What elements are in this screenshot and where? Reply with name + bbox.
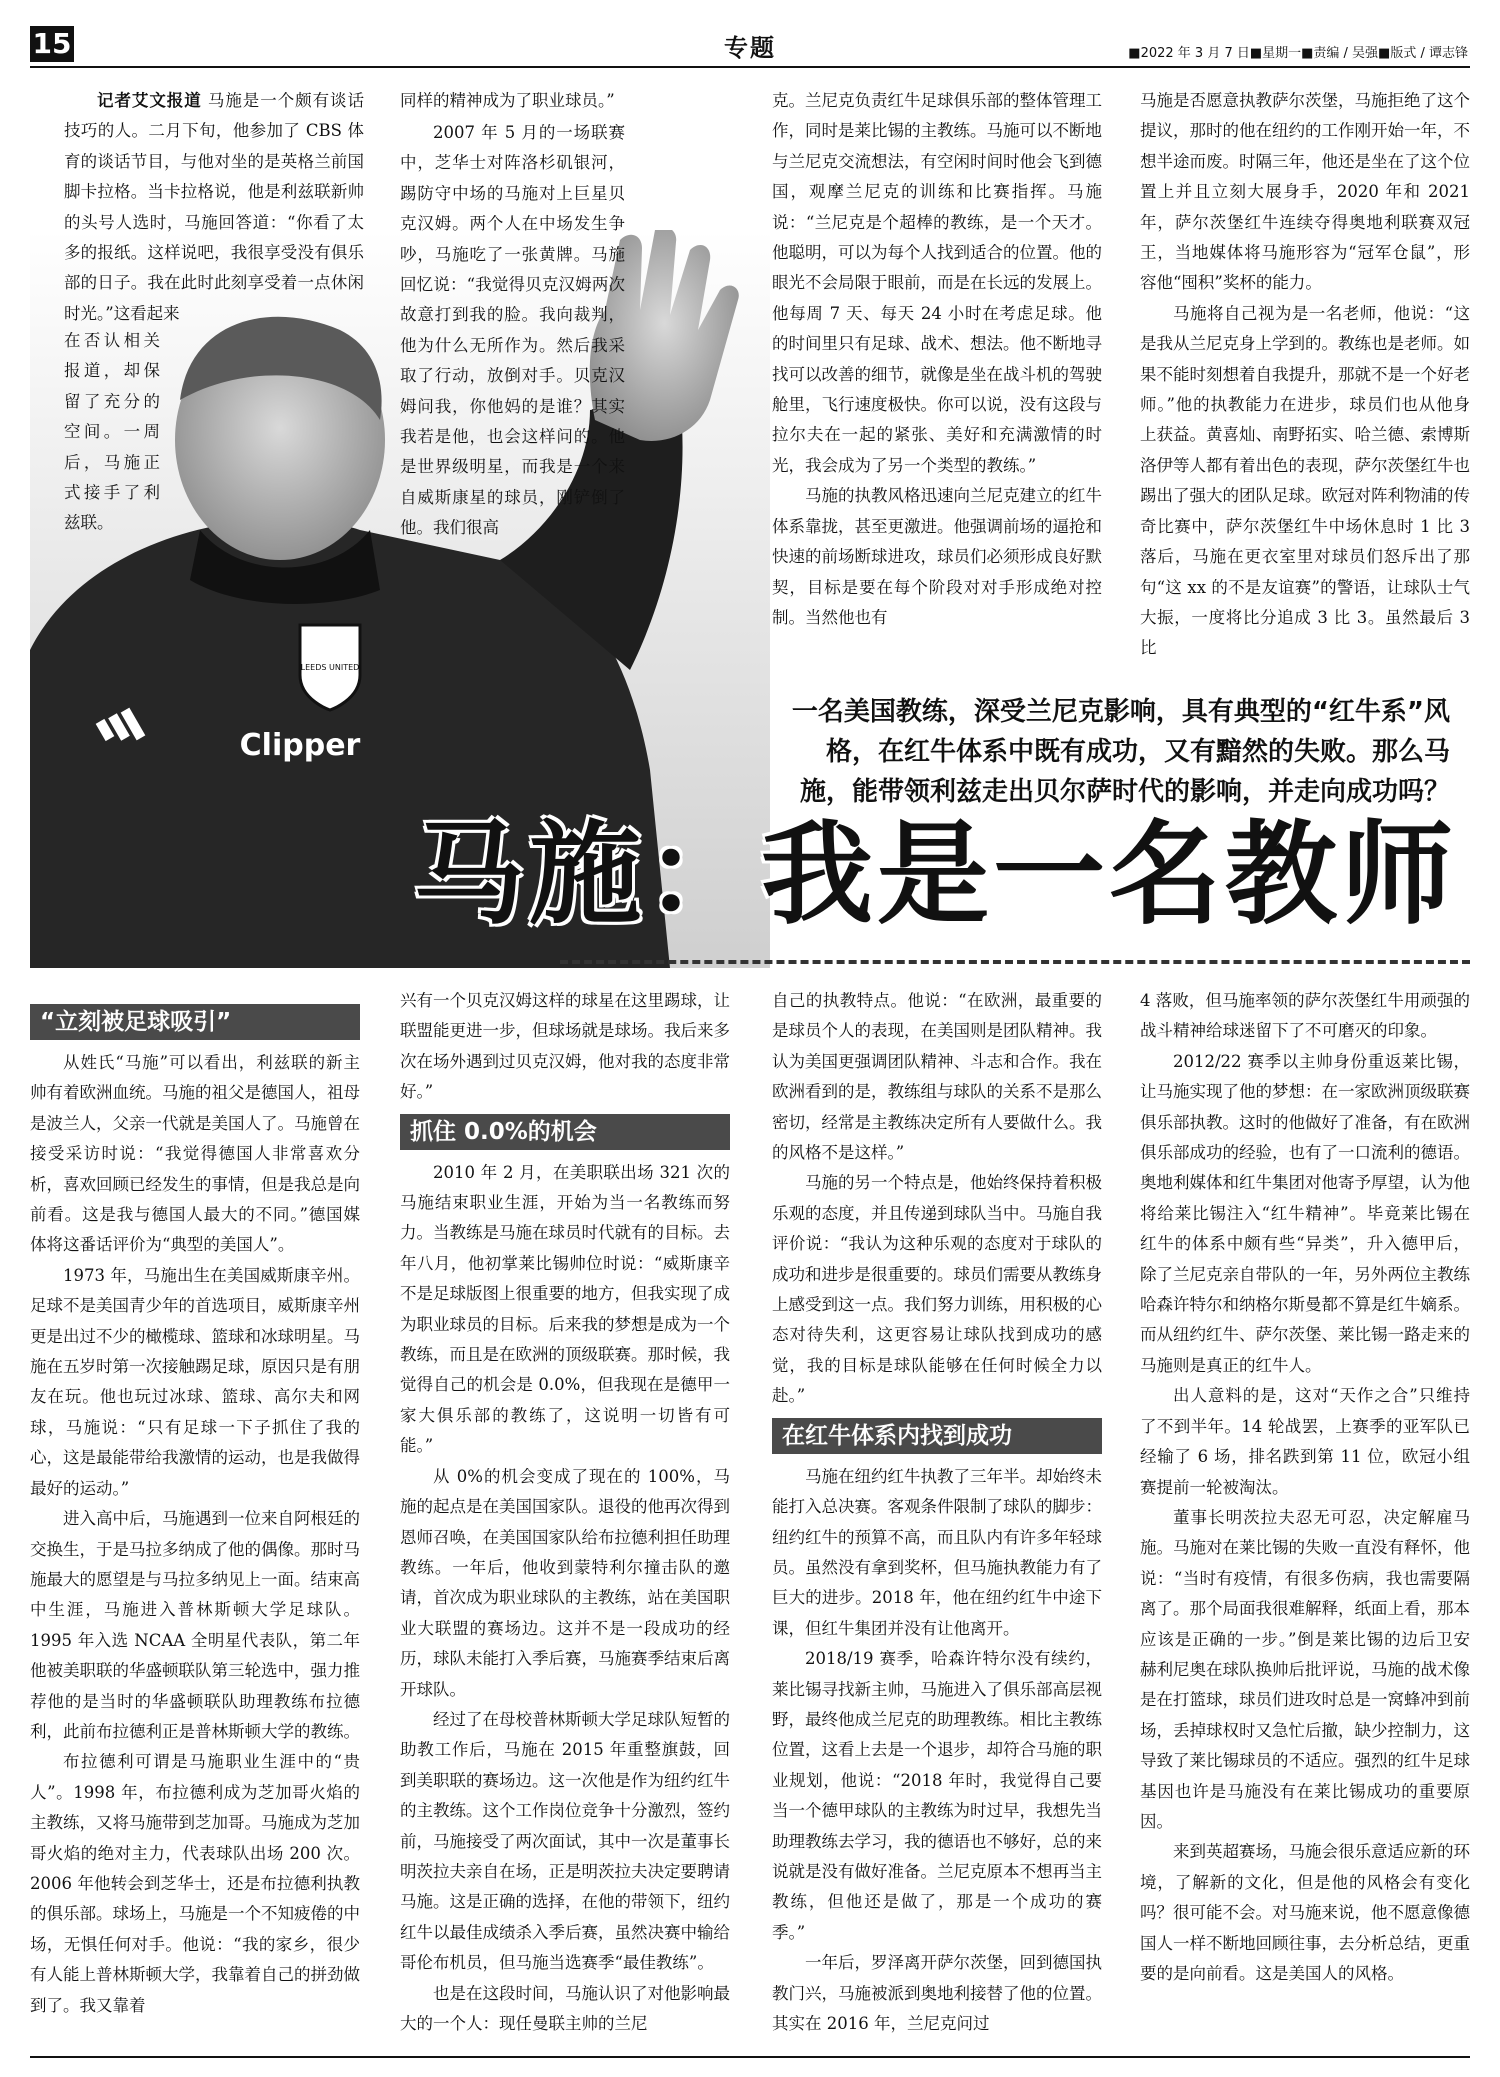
paragraph: 2018/19 赛季，哈森许特尔没有续约，莱比锡寻找新主帅，马施进入了俱乐部高层视野，最终他成兰尼克的助理教练。相比主教练位置，这看上去是一个退步，却符合马施的职业规划，他说：“2018 年时，我觉得自己要当一个德甲球队的主教练为时过早，我想先当助理教练去学习，我的德语也不够好，总的来说就是没有做好准备。兰尼克原本不想再当主教练，但他还是做了，那是一个成功的赛季。”	[772, 1649, 1102, 1942]
paragraph: 自己的执教特点。他说：“在欧洲，最重要的是球员个人的表现，在美国则是团队精神。我认为美国更强调团队精神、斗志和合作。我在欧洲看到的是，教练组与球队的关系不是那么密切，经常是主教练决定所有人要做什么。我的风格不是这样。”	[772, 991, 1102, 1163]
paragraph: 在否认相关报道，却保留了充分的空间。一周后，马施正式接手了利兹联。	[64, 331, 160, 533]
headline: 马施：我是一名教师	[413, 809, 1457, 940]
paragraph: 2010 年 2 月，在美职联出场 321 次的马施结束职业生涯，开始为当一名教练而努力。当教练是马施在球员时代就有的目标。去年八月，他初掌莱比锡帅位时说：“威斯康辛不是足球版图上很重要的地方，但我实现了成为职业球员的目标。后来我的梦想是成为一个教练，而且是在欧洲的顶级联赛。那时候，我觉得自己的机会是 0.0%，但我现在是德甲一家大俱乐部的教练了，这说明一切皆有可能。”	[400, 1162, 730, 1456]
bottom-column-1	[30, 998, 360, 2021]
paragraph: 兴有一个贝克汉姆这样的球星在这里踢球，让联盟能更进一步，但球场就是球场。我后来多次在场外遇到过贝克汉姆，他对我的态度非常好。”	[400, 991, 730, 1102]
top-column-1	[64, 86, 364, 329]
footer-rule	[30, 2056, 1470, 2058]
paragraph: 经过了在母校普林斯顿大学足球队短暂的助教工作后，马施在 2015 年重整旗鼓，回到美职联的赛场边。这一次他是作为纽约红牛的主教练。这个工作岗位竞争十分激烈，签约前，马施接受了两次面试，其中一次是董事长明茨拉夫亲自在场，正是明茨拉夫决定要聘请马施。这是正确的选择，在他的带领下，纽约红牛以最佳成绩杀入季后赛，虽然决赛中输给哥伦布机员，但马施当选赛季“最佳教练”。	[400, 1709, 730, 1973]
byline: 记者艾文报道	[97, 91, 202, 110]
paragraph: 董事长明茨拉夫忍无可忍，决定解雇马施。马施对在莱比锡的失败一直没有释怀，他说：“当时有疫情，有很多伤病，我也需要隔离了。那个局面我很难解释，纸面上看，那本应该是正确的一步。”倒是莱比锡的边后卫安赫利尼奥在球队换帅后批评说，马施的战术像是在打篮球，球员们进攻时总是一窝蜂冲到前场，丢掉球权时又急忙后撤，缺少控制力，这导致了莱比锡球员的不适应。强烈的红牛足球基因也许是马施没有在莱比锡成功的重要原因。	[1140, 1507, 1470, 1831]
paragraph: 同样的精神成为了职业球员。”	[400, 91, 615, 110]
paragraph: 马施是否愿意执教萨尔茨堡，马施拒绝了这个提议，那时的他在纽约的工作刚开始一年，不想半途而废。时隔三年，他还是坐在了这个位置上并且立刻大展身手，2020 年和 2021 年，萨尔茨堡红牛连续夺得奥地利联赛双冠王，当地媒体将马施形容为“冠军仓鼠”，形容他“囤积”奖杯的能力。	[1140, 91, 1470, 293]
paragraph: 马施的执教风格迅速向兰尼克建立的红牛体系靠拢，甚至更激进。他强调前场的逼抢和快速的前场断球进攻，球员们必须形成良好默契，目标是要在每个阶段对对手形成绝对控制。当然他也有	[772, 486, 1102, 627]
svg-text:LEEDS UNITED: LEEDS UNITED	[300, 663, 360, 672]
paragraph: 克。兰尼克负责红牛足球俱乐部的整体管理工作，同时是莱比锡的主教练。马施可以不断地与兰尼克交流想法，有空闲时间时他会飞到德国，观摩兰尼克的训练和比赛指挥。马施说：“兰尼克是个超棒的教练，是一个天才。他聪明，可以为每个人找到适合的位置。他的眼光不会局限于眼前，而是在长远的发展上。他每周 7 天、每天 24 小时在考虑足球。他的时间里只有足球、战术、想法。他不断地寻找可以改善的细节，就像是坐在战斗机的驾驶舱里，飞行速度极快。你可以说，没有这段与拉尔夫在一起的紧张、美好和充满激情的时光，我会成为了另一个类型的教练。”	[772, 91, 1102, 475]
paragraph: 2012/22 赛季以主帅身份重返莱比锡，让马施实现了他的梦想：在一家欧洲顶级联赛俱乐部执教。这时的他做好了准备，有在欧洲俱乐部成功的经验，也有了一口流利的德语。奥地利媒体和红牛集团对他寄予厚望，认为他将给莱比锡注入“红牛精神”。毕竟莱比锡在红牛的体系中颇有些“异类”，升入德甲后，除了兰尼克亲自带队的一年，另外两位主教练哈森许特尔和纳格尔斯曼都不算是红牛嫡系。而从纽约红牛、萨尔茨堡、莱比锡一路走来的马施则是真正的红牛人。	[1140, 1051, 1470, 1375]
paragraph: 记者艾文报道 马施是一个颇有谈话技巧的人。二月下旬，他参加了 CBS 体育的谈话节目，与他对坐的是英格兰前国脚卡拉格。当卡拉格说，他是利兹联新帅的头号人选时，马施回答道：“你看了太多的报纸。这样说吧，我很享受没有俱乐部的日子。我在此时此刻享受着一点休闲时光。”这看起来	[64, 91, 365, 323]
page-number: 15	[30, 26, 74, 62]
top-column-2-wrap	[400, 118, 625, 544]
paragraph: 从姓氏“马施”可以看出，利兹联的新主帅有着欧洲血统。马施的祖父是德国人，祖母是波兰人，父亲一代就是美国人了。马施曾在接受采访时说：“我觉得德国人非常喜欢分析，喜欢回顾已经发生的事情，但是我总是向前看。这是我与德国人最大的不同。”德国媒体将这番话评价为“典型的美国人”。	[30, 1053, 360, 1255]
subhead: 抓住 0.0%的机会	[400, 1114, 730, 1150]
headline-divider	[560, 960, 1470, 964]
paragraph: 进入高中后，马施遇到一位来自阿根廷的交换生，于是马拉多纳成了他的偶像。那时马施最大的愿望是与马拉多纳见上一面。结束高中生涯，马施进入普林斯顿大学足球队。1995 年入选 NCAA 全明星代表队，第二年他被美职联的华盛顿联队第三轮选中，强力推荐他的是当时的华盛顿联队助理教练布拉德利，此前布拉德利正是普林斯顿大学的教练。	[30, 1509, 360, 1741]
paragraph: 出人意料的是，这对“天作之合”只维持了不到半年。14 轮战罢，上赛季的亚军队已经输了 6 场，排名跌到第 11 位，欧冠小组赛提前一轮被淘汰。	[1140, 1386, 1470, 1497]
subhead: “立刻被足球吸引”	[30, 1004, 360, 1040]
top-column-2	[400, 86, 720, 116]
paragraph: 来到英超赛场，马施会很乐意适应新的环境，了解新的文化，但是他的风格会有变化吗？很可能不会。对马施来说，他不愿意像德国人一样不断地回顾往事，去分析总结，更重要的是向前看。这是美国人的风格。	[1140, 1842, 1470, 1983]
paragraph: 马施的另一个特点是，他始终保持着积极乐观的态度，并且传递到球队当中。马施自我评价说：“我认为这种乐观的态度对于球队的成功和进步是很重要的。球员们需要从教练身上感受到这一点。我们努力训练，用积极的心态对待失利，这更容易让球队找到成功的感觉，我的目标是球队能够在任何时候全力以赴。”	[772, 1173, 1102, 1406]
sponsor-logo: Clipper	[239, 728, 361, 763]
header-meta: ■2022 年 3 月 7 日■星期一■责编 / 吴强■版式 / 谭志锋	[1128, 46, 1468, 61]
paragraph: 一年后，罗泽离开萨尔茨堡，回到德国执教门兴，马施被派到奥地利接替了他的位置。其实在 2016 年，兰尼克问过	[772, 1953, 1102, 2033]
paragraph: 马施将自己视为是一名老师，他说：“这是我从兰尼克身上学到的。教练也是老师。如果不能时刻想着自我提升，那就不是一个好老师。”他的执教能力在进步，球员们也从他身上获益。黄喜灿、南野拓实、哈兰德、索博斯洛伊等人都有着出色的表现，萨尔茨堡红牛也踢出了强大的团队足球。欧冠对阵利物浦的传奇比赛中，萨尔茨堡红牛中场休息时 1 比 3 落后，马施在更衣室里对球员们怒斥出了那句“这 xx 的不是友谊赛”的警语，让球队士气大振，一度将比分追成 3 比 3。虽然最后 3 比	[1140, 303, 1470, 658]
top-column-3	[772, 86, 1102, 633]
paragraph: 4 落败，但马施率领的萨尔茨堡红牛用顽强的战斗精神给球迷留下了不可磨灭的印象。	[1140, 991, 1470, 1041]
paragraph: 也是在这段时间，马施认识了对他影响最大的一个人：现任曼联主帅的兰尼	[400, 1983, 730, 2033]
bottom-column-2	[400, 986, 730, 2039]
section-title: 专题	[724, 34, 776, 62]
subhead: 在红牛体系内找到成功	[772, 1418, 1102, 1454]
club-crest	[300, 625, 360, 710]
paragraph: 马施在纽约红牛执教了三年半。却始终未能打入总决赛。客观条件限制了球队的脚步：纽约红牛的预算不高，而且队内有许多年轻球员。虽然没有拿到奖杯，但马施执教能力有了巨大的进步。2018 年，他在纽约红牛中途下课，但红牛集团并没有让他离开。	[772, 1466, 1102, 1638]
bottom-column-4	[1140, 986, 1470, 1989]
standfirst: 一名美国教练，深受兰尼克影响，具有典型的“红牛系”风格，在红牛体系中既有成功，又有黯然的失败。那么马施，能带领利兹走出贝尔萨时代的影响，并走向成功吗？	[791, 697, 1450, 807]
paragraph: 2007 年 5 月的一场联赛中，芝华士对阵洛杉矶银河，踢防守中场的马施对上巨星贝克汉姆。两个人在中场发生争吵，马施吃了一张黄牌。马施回忆说：“我觉得贝克汉姆两次故意打到我的脸。我向裁判，他为什么无所作为。然后我采取了行动，放倒对手。贝克汉姆问我，你他妈的是谁？其实我若是他，也会这样问的。他是世界级明星，而我是一个来自威斯康星的球员，刚铲倒了他。我们很高	[400, 123, 625, 538]
paragraph: 从 0%的机会变成了现在的 100%，马施的起点是在美国国家队。退役的他再次得到恩师召唤，在美国国家队给布拉德利担任助理教练。一年后，他收到蒙特利尔撞击队的邀请，首次成为职业球队的主教练，站在美国职业大联盟的赛场边。这并不是一段成功的经历，球队未能打入季后赛，马施赛季结束后离开球队。	[400, 1466, 730, 1699]
paragraph: 1973 年，马施出生在美国威斯康辛州。足球不是美国青少年的首选项目，威斯康辛州更是出过不少的橄榄球、篮球和冰球明星。马施在五岁时第一次接触踢足球，原因只是有朋友在玩。他也玩过冰球、篮球、高尔夫和网球，马施说：“只有足球一下子抓住了我的心，这是最能带给我激情的运动，也是我做得最好的运动。”	[30, 1265, 360, 1498]
top-column-4	[1140, 86, 1470, 664]
top-column-1-wrap	[64, 326, 160, 539]
paragraph: 布拉德利可谓是马施职业生涯中的“贵人”。1998 年，布拉德利成为芝加哥火焰的主教练，又将马施带到芝加哥。马施成为芝加哥火焰的绝对主力，代表球队出场 200 次。2006 年他转会到芝华士，还是布拉德利执教的俱乐部。球场上，马施是一个不知疲倦的中场，无惧任何对手。他说：“我的家乡，很少有人能上普林斯顿大学，我靠着自己的拼劲做到了。我又靠着	[30, 1752, 360, 2015]
bottom-column-3	[772, 986, 1102, 2039]
